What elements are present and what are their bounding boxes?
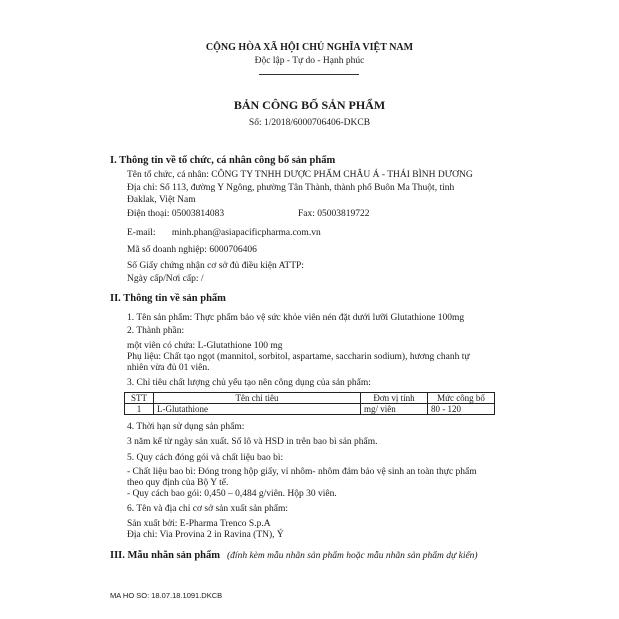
section1-heading: I. Thông tin về tổ chức, cá nhân công bố sản phẩm [110, 155, 336, 166]
address-line1: Địa chỉ: Số 113, đường Y Ngông, phường Tân Thành, thành phố Buôn Ma Thuột, tỉnh [127, 183, 455, 193]
section2-heading: II. Thông tin về sản phẩm [110, 293, 226, 304]
table-header-row [125, 393, 495, 404]
issue-date-place: Ngày cấp/Nơi cấp: / [127, 274, 204, 284]
tax-code: Mã số doanh nghiệp: 6000706406 [127, 245, 257, 255]
packaging-heading: 5. Quy cách đóng gói và chất liệu bao bì: [127, 453, 284, 463]
address-line2: Đaklak, Việt Nam [127, 195, 196, 205]
composition-excipients-line1: Phụ liệu: Chất tạo ngọt (mannitol, sorbitol, aspartame, saccharin sodium), hương chanh tự [127, 352, 470, 362]
table-row [125, 404, 495, 415]
composition-active: một viên có chứa: L-Glutathione 100 mg [127, 341, 283, 351]
table-cell: 80 - 120 [428, 404, 495, 415]
composition-excipients-line2: nhiên vừa đủ 01 viên. [127, 363, 210, 373]
nation-header: CỘNG HÒA XÃ HỘI CHỦ NGHĨA VIỆT NAM [205, 42, 414, 53]
table-cell: 1 [125, 404, 154, 415]
shelf-life-value: 3 năm kể từ ngày sản xuất. Số lô và HSD in trên bao bì sản phẩm. [127, 437, 378, 447]
section3-line [110, 545, 478, 563]
table-header-cell: STT [125, 393, 154, 404]
org-line [127, 170, 473, 181]
quality-criteria-table [124, 392, 495, 415]
org-label: Tên tổ chức, cá nhân: [127, 170, 209, 180]
header-divider [259, 74, 359, 75]
email-value: minh.phan@asiapacificpharma.com.vn [171, 228, 321, 238]
section3-heading: III. Mẫu nhãn sản phẩm [110, 550, 221, 561]
packaging-material-line1: - Chất liệu bao bì: Đóng trong hộp giấy, vỉ nhôm- nhôm đảm bảo vệ sinh an toàn thực phẩm [127, 467, 477, 477]
dossier-code: MA HO SO: 18.07.18.1091.DKCB [110, 591, 223, 600]
composition-heading: 2. Thành phần: [127, 326, 185, 336]
email-line [127, 228, 321, 239]
table-cell: mg/ viên [361, 404, 428, 415]
manufacturer-heading: 6. Tên và địa chỉ cơ sở sản xuất sản phẩm: [127, 504, 289, 514]
fax: Fax: 05003819722 [298, 209, 370, 219]
packaging-spec: - Quy cách bao gói: 0,450 – 0,484 g/viên. Hộp 30 viên. [127, 489, 337, 499]
email-label: E-mail: [127, 228, 156, 238]
org-value: CÔNG TY TNHH DƯỢC PHẨM CHÂU Á - THÁI BÌNH DƯƠNG [211, 170, 473, 180]
table-header-cell: Mức công bố [428, 393, 495, 404]
product-name: 1. Tên sản phẩm: Thực phẩm bảo vệ sức khỏe viên nén đặt dưới lưỡi Glutathione 100mg [127, 313, 465, 323]
table-header-cell: Tên chỉ tiêu [154, 393, 361, 404]
table-header-cell: Đơn vị tính [361, 393, 428, 404]
section3-note: (đính kèm mẫu nhãn sản phẩm hoặc mẫu nhãn sản phẩm dự kiến) [227, 551, 478, 561]
document-title: BẢN CÔNG BỐ SẢN PHẨM [233, 98, 386, 112]
document-number: Số: 1/2018/6000706406-DKCB [248, 118, 371, 128]
manufacturer-name: Sản xuất bởi: E-Pharma Trenco S.p.A [127, 519, 271, 529]
table-cell: L-Glutathione [154, 404, 361, 415]
shelf-life-heading: 4. Thời hạn sử dụng sản phẩm: [127, 422, 245, 432]
motto: Độc lập - Tự do - Hạnh phúc [254, 56, 365, 66]
packaging-material-line2: theo quy định của Bộ Y tế. [127, 478, 229, 488]
phone: Điện thoại: 05003814083 [127, 209, 225, 219]
quality-criteria-heading: 3. Chỉ tiêu chất lượng chủ yếu tạo nên công dụng của sản phẩm: [127, 378, 371, 388]
food-safety-cert: Số Giấy chứng nhận cơ sở đủ điều kiện ATTP: [127, 261, 304, 271]
manufacturer-address: Địa chỉ: Via Provina 2 in Ravina (TN), Ý [127, 530, 284, 540]
